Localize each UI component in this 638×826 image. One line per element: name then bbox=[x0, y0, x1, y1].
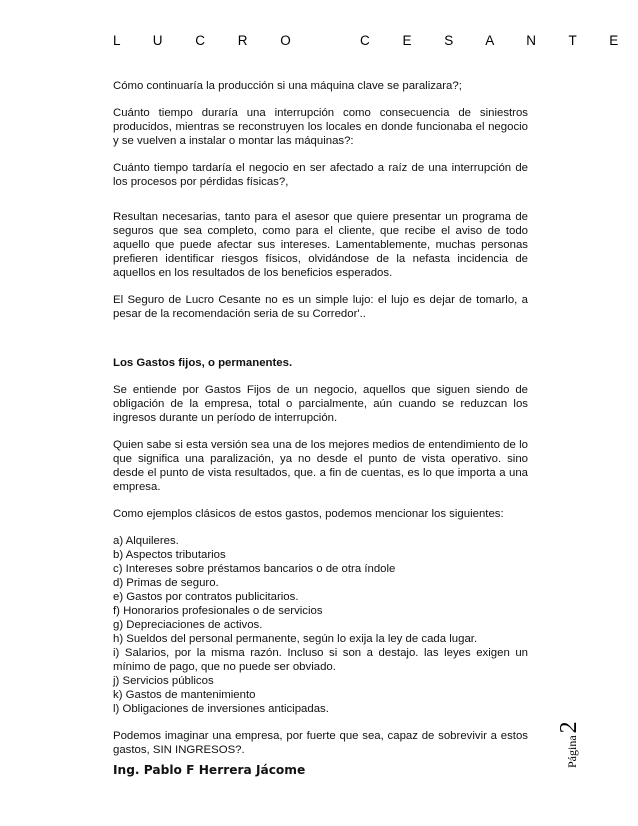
paragraph-understanding: Quien sabe si esta versión sea una de los mejores medios de entendimiento de lo que significa una paralización, ya no desde el punto de vista operativo. sino desde el punto de vista resultados, que. a fin de cuentas, es lo que importa a una empresa. bbox=[113, 439, 528, 493]
section-heading-fixed-costs: Los Gastos fijos, o permanentes. bbox=[113, 357, 293, 369]
list-item: c) Intereses sobre préstamos bancarios o de otra índole bbox=[113, 563, 396, 575]
list-item: a) Alquileres. bbox=[113, 535, 179, 547]
document-body bbox=[113, 79, 528, 757]
list-item: i) Salarios, por la misma razón. Incluso si son a destajo. las leyes exigen un mínimo de pago, que no puede ser obviado. bbox=[113, 647, 528, 673]
list-item: l) Obligaciones de inversiones anticipadas. bbox=[113, 703, 329, 715]
footer-author: Ing. Pablo F Herrera Jácome bbox=[113, 763, 306, 777]
list-item: e) Gastos por contratos publicitarios. bbox=[113, 591, 299, 603]
list-item: h) Sueldos del personal permanente, según lo exija la ley de cada lugar. bbox=[113, 633, 478, 645]
list-item: d) Primas de seguro. bbox=[113, 577, 219, 589]
list-item: g) Depreciaciones de activos. bbox=[113, 619, 263, 631]
page-number-marker bbox=[556, 702, 586, 768]
paragraph-fixed-costs-definition: Se entiende por Gastos Fijos de un negocio, aquellos que siguen siendo de obligación de la empresa, total o parcialmente, aún cuando se reduzcan los ingresos durante un período de interrupción. bbox=[113, 384, 528, 424]
list-item: b) Aspectos tributarios bbox=[113, 549, 226, 561]
paragraph-affected-time: Cuánto tiempo tardaría el negocio en ser afectado a raíz de una interrupción de los procesos por pérdidas físicas?, bbox=[113, 162, 528, 188]
paragraph-examples-intro: Como ejemplos clásicos de estos gastos, podemos mencionar los siguientes: bbox=[113, 508, 504, 520]
fixed-costs-list bbox=[113, 534, 528, 716]
paragraph-luxury: El Seguro de Lucro Cesante no es un simple lujo: el lujo es dejar de tomarlo, a pesar de la recomendación seria de su Corredor'.. bbox=[113, 294, 528, 320]
page-number: 2 bbox=[556, 721, 582, 734]
paragraph-necessity: Resultan necesarias, tanto para el asesor que quiere presentar un programa de seguros que sea completo, como para el cliente, que recibe el aviso de todo aquello que puede afectar sus intereses. Lamentablemente, muchas personas prefieren identificar riesgos físicos, olvidándose de la nefasta incidencia de aquellos en los resultados de los beneficios esperados. bbox=[113, 211, 528, 279]
list-item: k) Gastos de mantenimiento bbox=[113, 689, 256, 701]
list-item: j) Servicios públicos bbox=[113, 675, 214, 687]
document-header-title: L U C R O C E S A N T E bbox=[113, 33, 633, 48]
page-label: Página bbox=[565, 735, 579, 768]
paragraph-interruption-duration: Cuánto tiempo duraría una interrupción como consecuencia de siniestros producidos, mientras se reconstruyen los locales en donde funcionaba el negocio y se vuelven a instalar o montar las máquinas?: bbox=[113, 107, 528, 147]
paragraph-production-question: Cómo continuaría la producción si una máquina clave se paralizara?; bbox=[113, 80, 462, 92]
list-item: f) Honorarios profesionales o de servicios bbox=[113, 605, 323, 617]
paragraph-closing-question: Podemos imaginar una empresa, por fuerte que sea, capaz de sobrevivir a estos gastos, SIN INGRESOS?. bbox=[113, 730, 528, 756]
